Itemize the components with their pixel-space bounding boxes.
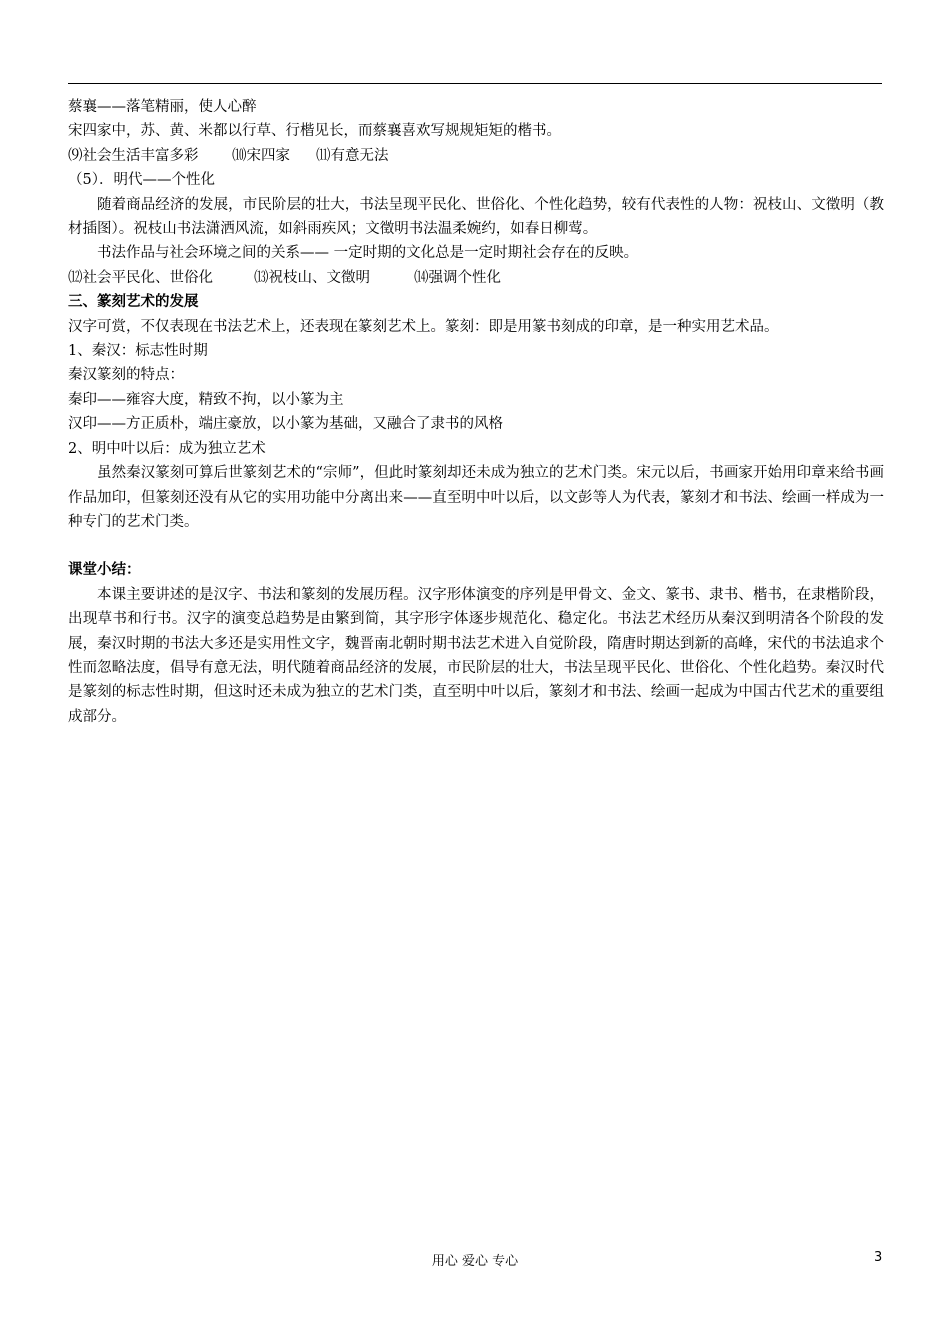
paragraph: 随着商品经济的发展，市民阶层的壮大，书法呈现平民化、世俗化、个性化趋势，较有代表性的人物：祝枝山、文徵明（教材插图）。祝枝山书法潇洒风流，如斜雨疾风；文徵明书法温柔婉约，如春日柳莺。 (68, 196, 884, 238)
text-line: 秦汉篆刻的特点： (68, 367, 184, 384)
answer-item: ⒁强调个性化 (414, 269, 501, 286)
summary-heading: 课堂小结： (68, 562, 141, 579)
answer-item: ⒀祝枝山、文徵明 (254, 269, 370, 286)
document-body (68, 95, 884, 729)
text-line: 2、明中叶以后：成为独立艺术 (68, 440, 266, 457)
text-line: 书法作品与社会环境之间的关系—— 一定时期的文化总是一定时期社会存在的反映。 (97, 245, 639, 262)
text-line: 蔡襄——落笔精丽，使人心醉 (68, 99, 257, 115)
section-heading: 三、篆刻艺术的发展 (68, 294, 199, 311)
text-line: 1、秦汉：标志性时期 (68, 343, 208, 360)
header-rule (68, 83, 882, 84)
answer-items (68, 266, 884, 290)
text-line: 宋四家中，苏、黄、米都以行草、行楷见长，而蔡襄喜欢写规规矩矩的楷书。 (68, 123, 561, 140)
answer-items (68, 144, 884, 168)
footer-motto: 用心 爱心 专心 (431, 1254, 519, 1269)
text-line: 秦印——雍容大度，精致不拘，以小篆为主 (68, 391, 344, 408)
answer-item: ⑿社会平民化、世俗化 (68, 269, 213, 286)
answer-item: ⑼社会生活丰富多彩 (68, 147, 199, 164)
summary-paragraph: 本课主要讲述的是汉字、书法和篆刻的发展历程。汉字形体演变的序列是甲骨文、金文、篆书、隶书、楷书，在隶楷阶段，出现草书和行书。汉字的演变总趋势是由繁到简，其字形字体逐步规范化、稳定化。书法艺术经历从秦汉到明清各个阶段的发展，秦汉时期的书法大多还是实用性文字，魏晋南北朝时期书法艺术进入自觉阶段，隋唐时期达到新的高峰，宋代的书法追求个性而忽略法度，倡导有意无法，明代随着商品经济的发展，市民阶层的壮大，书法呈现平民化、世俗化、个性化趋势。秦汉时代是篆刻的标志性时期，但这时还未成为独立的艺术门类，直至明中叶以后，篆刻才和书法、绘画一起成为中国古代艺术的重要组成部分。 (68, 586, 884, 725)
answer-item: ⑽宋四家 (232, 147, 290, 164)
text-line: 汉字可赏，不仅表现在书法艺术上，还表现在篆刻艺术上。篆刻：即是用篆书刻成的印章，是一种实用艺术品。 (68, 318, 779, 335)
paragraph: 虽然秦汉篆刻可算后世篆刻艺术的“宗师”，但此时篆刻却还未成为独立的艺术门类。宋元以后，书画家开始用印章来给书画作品加印，但篆刻还没有从它的实用功能中分离出来——直至明中叶以后，以文彭等人为代表，篆刻才和书法、绘画一样成为一种专门的艺术门类。 (68, 465, 884, 530)
spacer (68, 534, 884, 558)
section-subheading: （5）．明代——个性化 (68, 172, 215, 189)
text-line: 汉印——方正质朴，端庄豪放，以小篆为基础，又融合了隶书的风格 (68, 416, 503, 433)
page-number: 3 (874, 1250, 883, 1265)
answer-item: ⑾有意无法 (316, 147, 389, 164)
